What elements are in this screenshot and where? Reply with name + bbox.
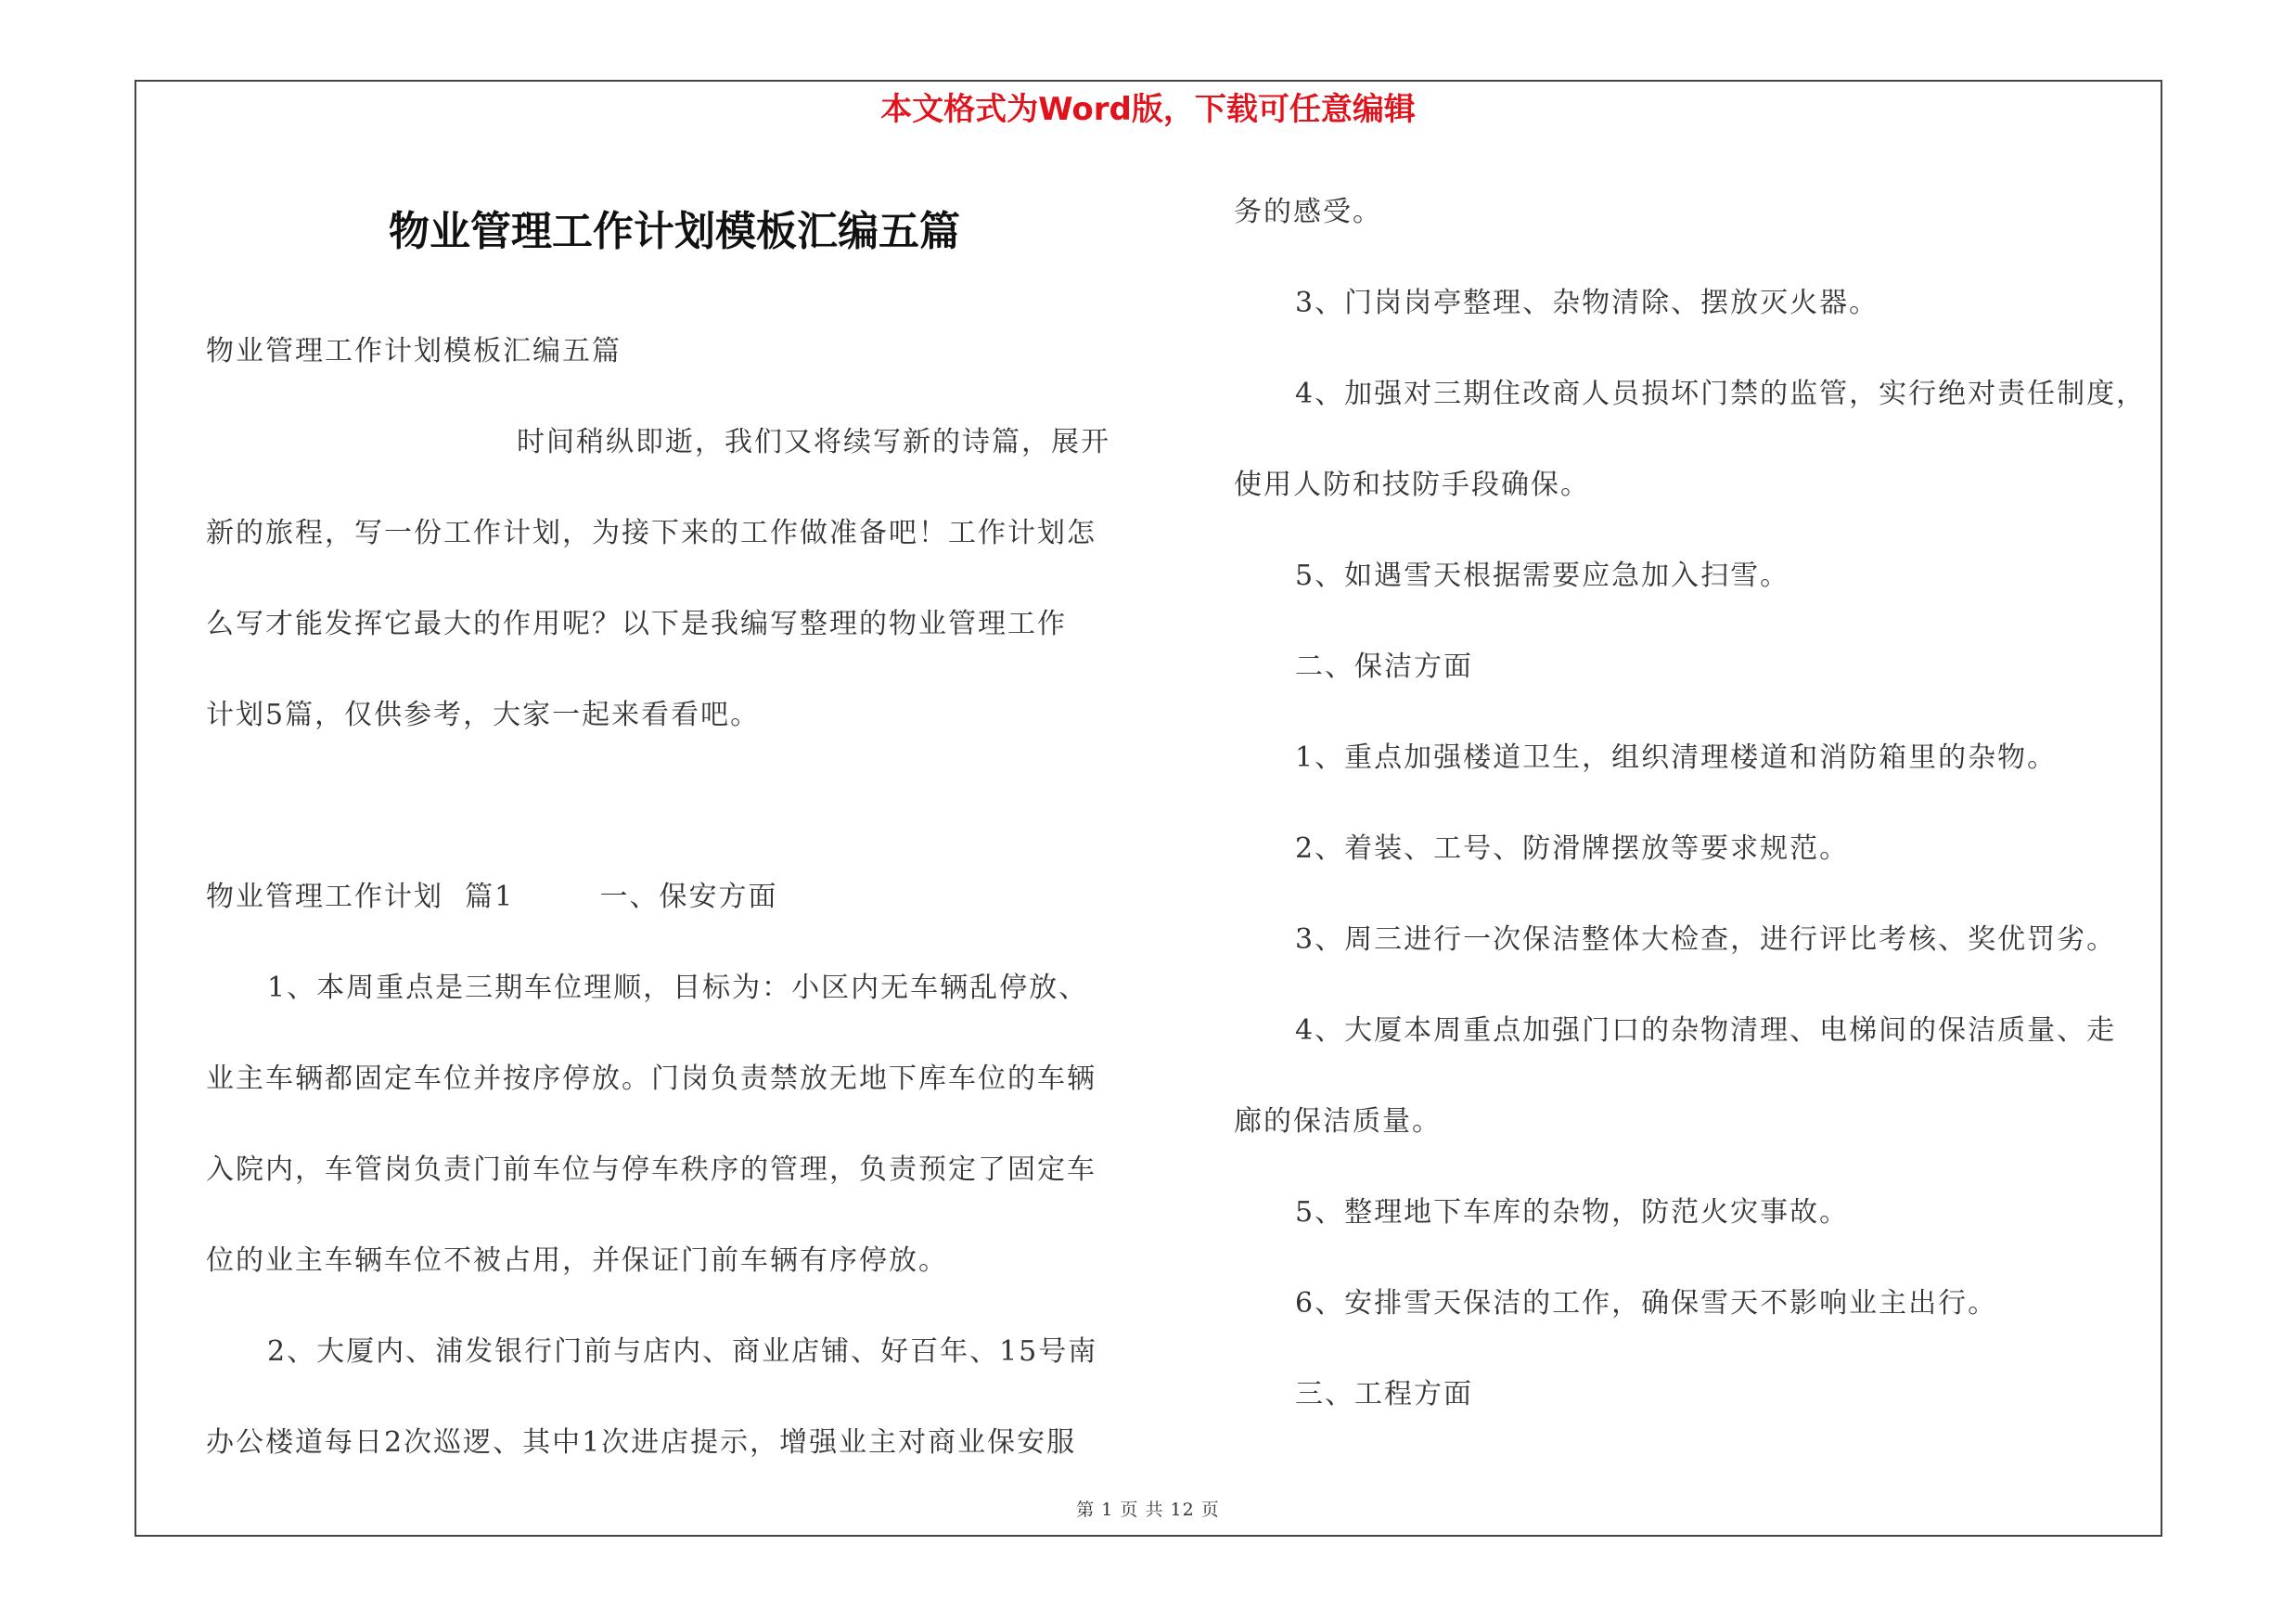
paragraph-line: 入院内，车管岗负责门前车位与停车秩序的管理，负责预定了固定车 [206,1153,1097,1186]
document-title: 物业管理工作计划模板汇编五篇 [389,208,960,255]
left-text-column [206,306,1143,1488]
paragraph-line: 5、整理地下车库的杂物，防范火灾事故。 [1295,1196,1850,1229]
paragraph-line: 位的业主车辆车位不被占用，并保证门前车辆有序停放。 [206,1244,948,1277]
paragraph-line: 2、着装、工号、防滑牌摆放等要求规范。 [1295,832,1850,865]
page-number-footer: 第 1 页 共 12 页 [1076,1500,1220,1520]
paragraph-line: 1、本周重点是三期车位理顺，目标为：小区内无车辆乱停放、 [267,972,1089,1004]
section-heading-line: 三、工程方面 [1295,1378,1473,1410]
subtitle-line: 物业管理工作计划模板汇编五篇 [206,335,622,367]
paragraph-line: 2、大厦内、浦发银行门前与店内、商业店铺、好百年、15号南 [267,1335,1098,1368]
section-heading-line: 物业管理工作计划 篇1 一、保安方面 [206,881,778,913]
paragraph-line: 3、门岗岗亭整理、杂物清除、摆放灭火器。 [1295,287,1879,319]
paragraph-line: 务的感受。 [1234,196,1382,228]
paragraph-line: 4、大厦本周重点加强门口的杂物清理、电梯间的保洁质量、走 [1295,1014,2117,1047]
word-format-banner: 本文格式为Word版，下载可任意编辑 [880,91,1416,128]
right-text-column [1234,167,2161,1440]
blank-line [206,761,1143,852]
paragraph-line: 么写才能发挥它最大的作用呢？以下是我编写整理的物业管理工作 [206,608,1067,640]
paragraph-line: 廊的保洁质量。 [1234,1105,1442,1138]
paragraph-line: 业主车辆都固定车位并按序停放。门岗负责禁放无地下库车位的车辆 [206,1063,1097,1095]
paragraph-line: 1、重点加强楼道卫生，组织清理楼道和消防箱里的杂物。 [1295,741,2058,774]
paragraph-line: 3、周三进行一次保洁整体大检查，进行评比考核、奖优罚劣。 [1295,923,2117,956]
paragraph-line: 4、加强对三期住改商人员损坏门禁的监管，实行绝对责任制度， [1295,378,2147,410]
paragraph-line: 6、安排雪天保洁的工作，确保雪天不影响业主出行。 [1295,1287,1998,1320]
paragraph-line: 5、如遇雪天根据需要应急加入扫雪。 [1295,560,1790,592]
section-heading-line: 二、保洁方面 [1295,650,1473,683]
paragraph-line: 计划5篇，仅供参考，大家一起来看看吧。 [206,699,761,731]
paragraph-line: 使用人防和技防手段确保。 [1234,469,1590,501]
paragraph-line: 时间稍纵即逝，我们又将续写新的诗篇，展开 [517,426,1110,458]
paragraph-line: 新的旅程，写一份工作计划，为接下来的工作做准备吧！工作计划怎 [206,517,1097,549]
paragraph-line: 办公楼道每日2次巡逻、其中1次进店提示，增强业主对商业保安服 [206,1426,1077,1459]
